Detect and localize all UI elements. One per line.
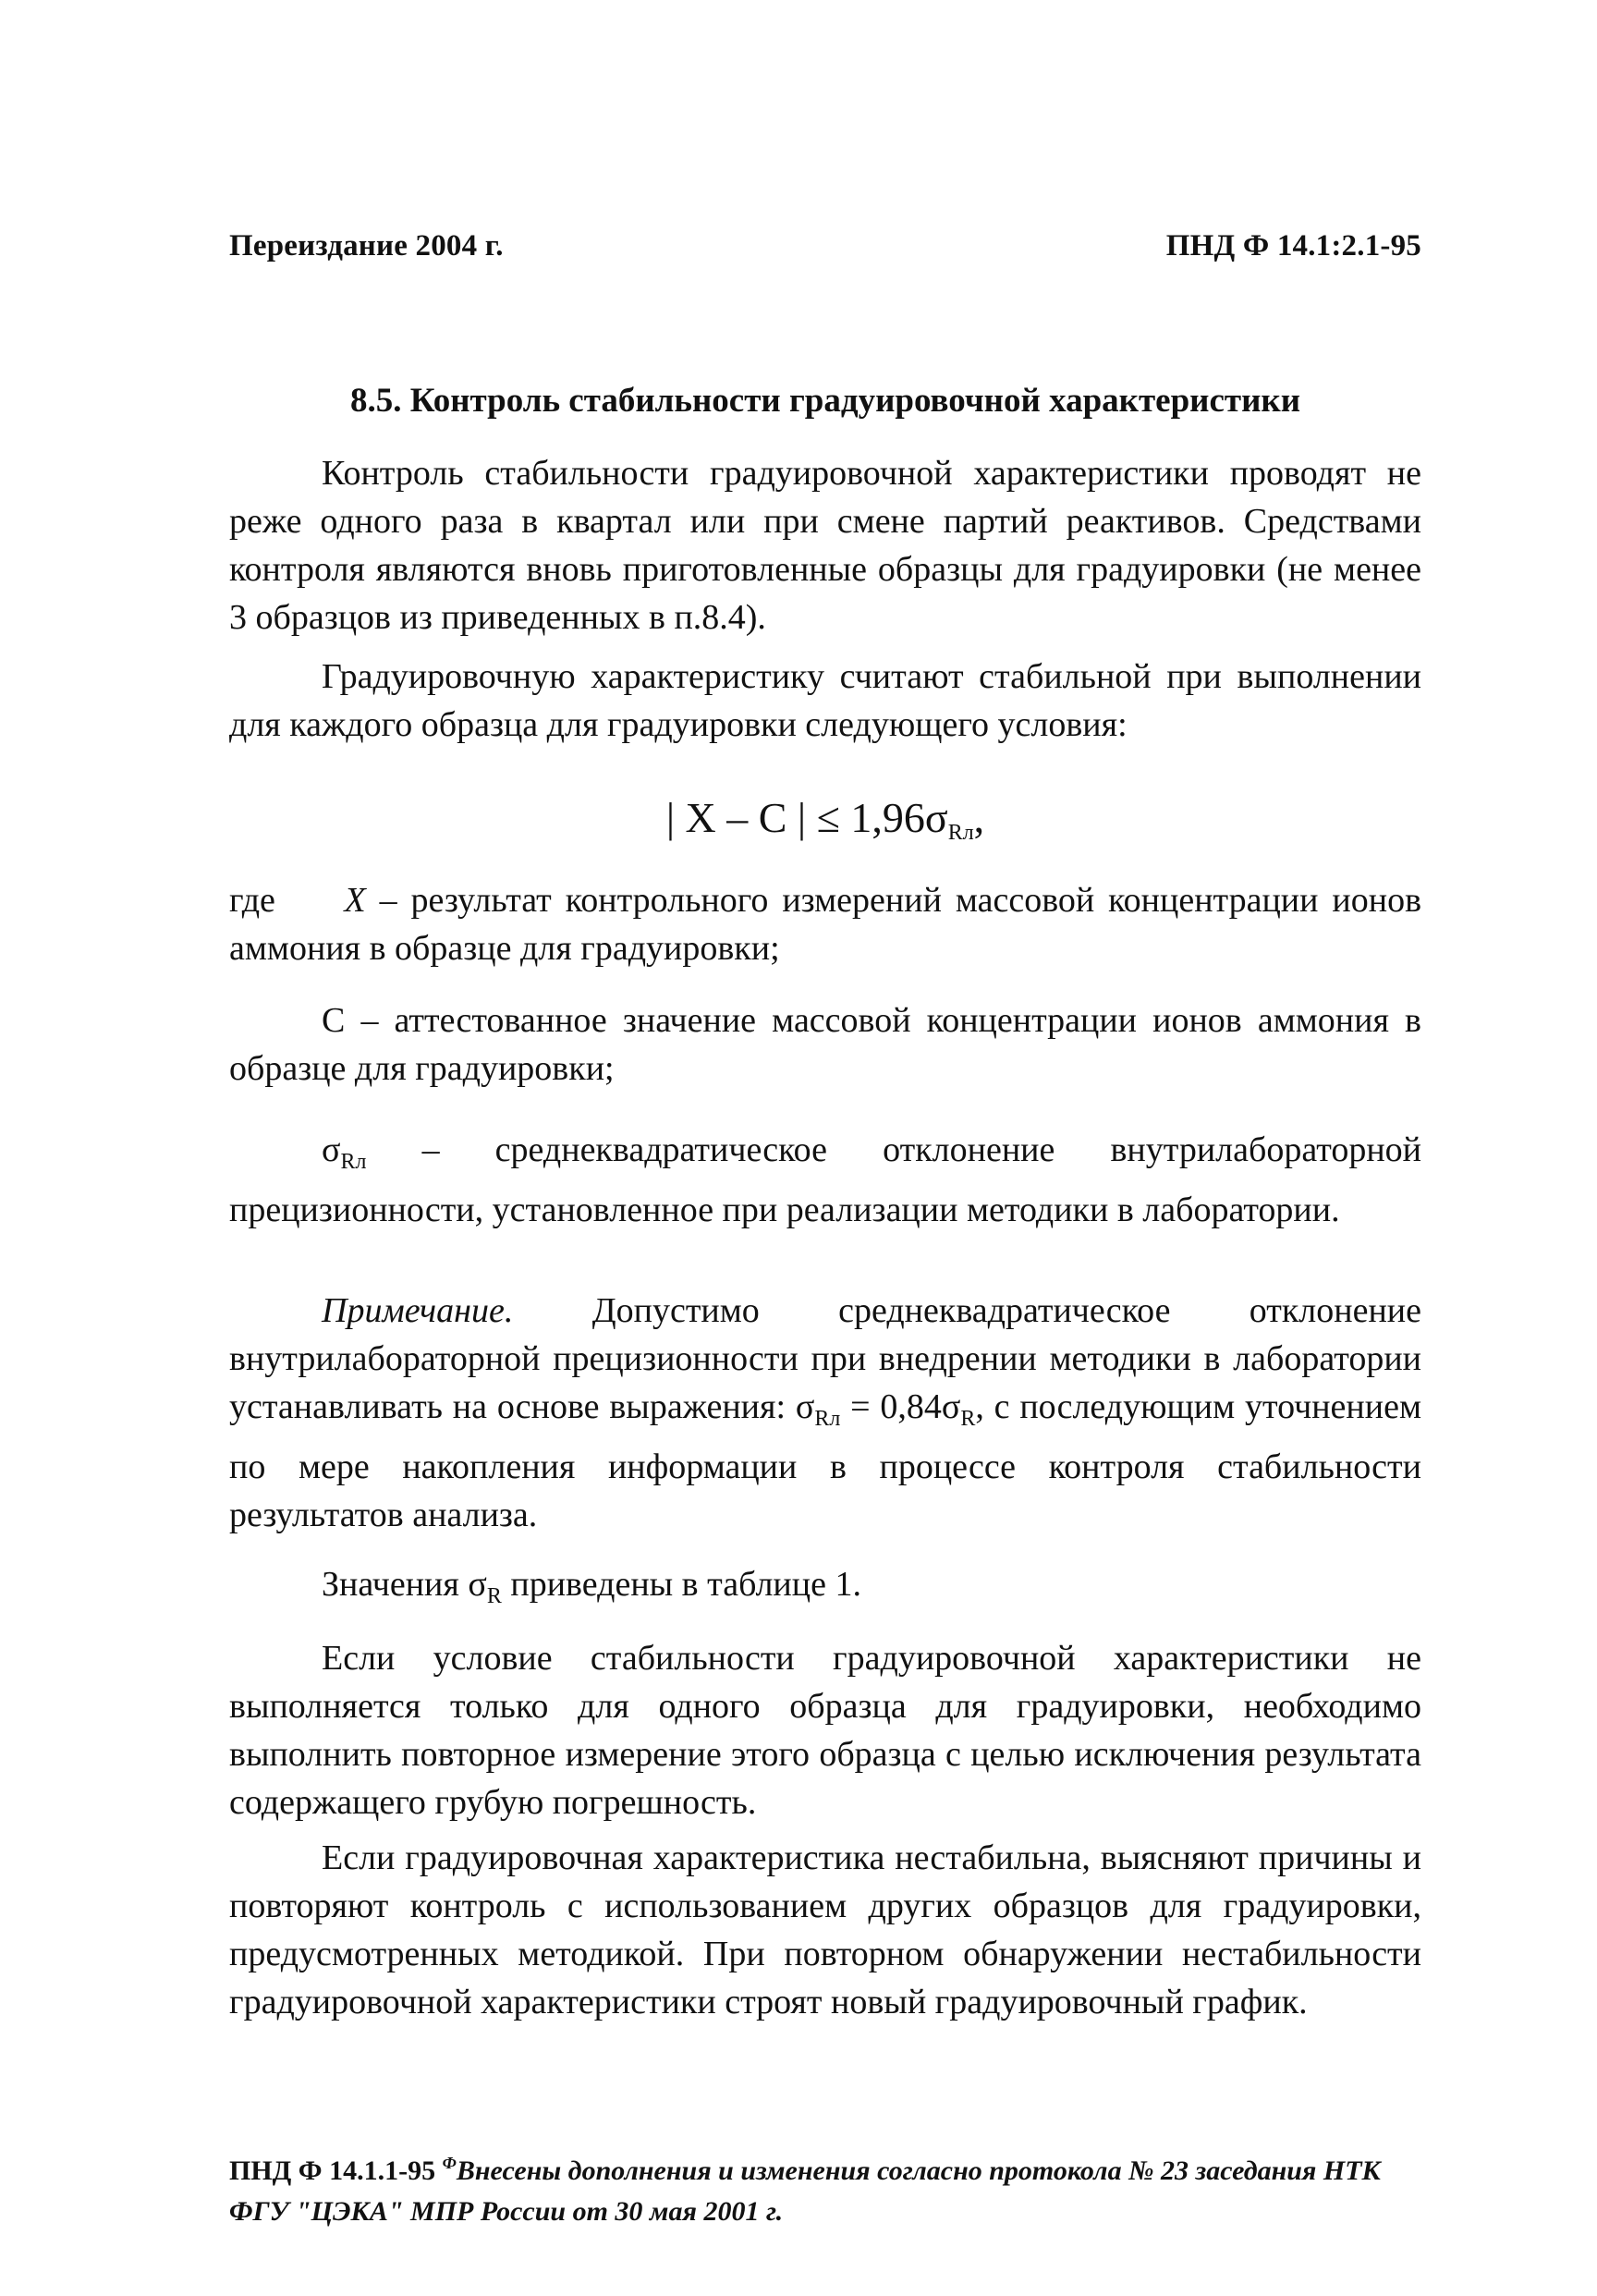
stability-formula bbox=[229, 793, 1421, 846]
sigma-definition: – среднеквадратическое отклонение внутрилабораторной прецизионности, установленное при реализации методики в лаборатории. bbox=[229, 1130, 1421, 1229]
values-reference bbox=[229, 1560, 1421, 1620]
definition-x bbox=[229, 876, 1421, 972]
sigma-symbol: σ bbox=[322, 1130, 341, 1169]
formula-comma: , bbox=[973, 794, 985, 841]
definition-c: С – аттестованное значение массовой концентрации ионов аммония в образце для градуировки; bbox=[229, 1001, 1421, 1088]
footer-document-code: ПНД Ф 14.1.1-95 bbox=[229, 2156, 443, 2186]
section-title: 8.5. Контроль стабильности градуировочной характеристики bbox=[349, 382, 1301, 420]
values-text-2: приведены в таблице 1. bbox=[501, 1565, 861, 1604]
footer-note bbox=[229, 2143, 1421, 2232]
formula-subscript: Rл bbox=[947, 821, 974, 845]
note-text-3: , с последующим уточнением по мере накопления информации в процессе контроля стабильности результатов анализа. bbox=[229, 1387, 1421, 1534]
note-subscript-2: R bbox=[960, 1407, 976, 1431]
x-symbol: X bbox=[344, 881, 366, 920]
values-text-1: Значения σ bbox=[322, 1565, 487, 1604]
paragraph-stability-condition: Градуировочную характеристику считают стабильной при выполнении для каждого образца для градуировки следующего условия: bbox=[229, 657, 1421, 744]
note-text-2: = 0,84σ bbox=[840, 1387, 961, 1426]
values-subscript: R bbox=[486, 1584, 502, 1608]
formula-expression: | X – C | ≤ 1,96σ bbox=[665, 794, 948, 841]
note-label: Примечание. bbox=[322, 1291, 514, 1330]
sigma-subscript: Rл bbox=[340, 1150, 367, 1174]
footer-mark: Ф bbox=[442, 2154, 457, 2172]
where-word: где bbox=[229, 881, 275, 920]
reissue-header: Переиздание 2004 г. bbox=[229, 229, 504, 263]
x-definition: – результат контрольного измерений массовой концентрации ионов аммония в образце для градуировки; bbox=[229, 881, 1422, 968]
footer-amendment-text: Внесены дополнения и изменения согласно протокола № 23 заседания НТК ФГУ "ЦЭКА" МПР России от 30 мая 2001 г. bbox=[229, 2156, 1381, 2227]
note-paragraph bbox=[229, 1287, 1421, 1539]
paragraph-repeat-measurement: Если условие стабильности градуировочной характеристики не выполняется только для одного образца для градуировки, необходимо выполнить повторное измерение этого образца с целью исключения результата содержащего грубую погрешность. bbox=[229, 1639, 1421, 1822]
paragraph-control-frequency: Контроль стабильности градуировочной характеристики проводят не реже одного раза в квартал или при смене партий реактивов. Средствами контроля являются вновь приготовленные образцы для градуировки (не менее 3 образцов из приведенных в п.8.4). bbox=[229, 454, 1421, 637]
paragraph-unstable-calibration: Если градуировочная характеристика нестабильна, выясняют причины и повторяют контроль с использованием других образцов для градуировки, предусмотренных методикой. При повторном обнаружении нестабильности градуировочной характеристики строят новый градуировочный график. bbox=[229, 1838, 1421, 2021]
document-code-header: ПНД Ф 14.1:2.1-95 bbox=[1165, 229, 1421, 263]
definition-sigma bbox=[229, 1126, 1421, 1234]
note-text-1: Допустимо среднеквадратическое отклонение внутрилабораторной прецизионности при внедрении методики в лаборатории устанавливать на основе выражения: σ bbox=[229, 1291, 1421, 1426]
note-subscript-1: Rл bbox=[814, 1407, 841, 1431]
